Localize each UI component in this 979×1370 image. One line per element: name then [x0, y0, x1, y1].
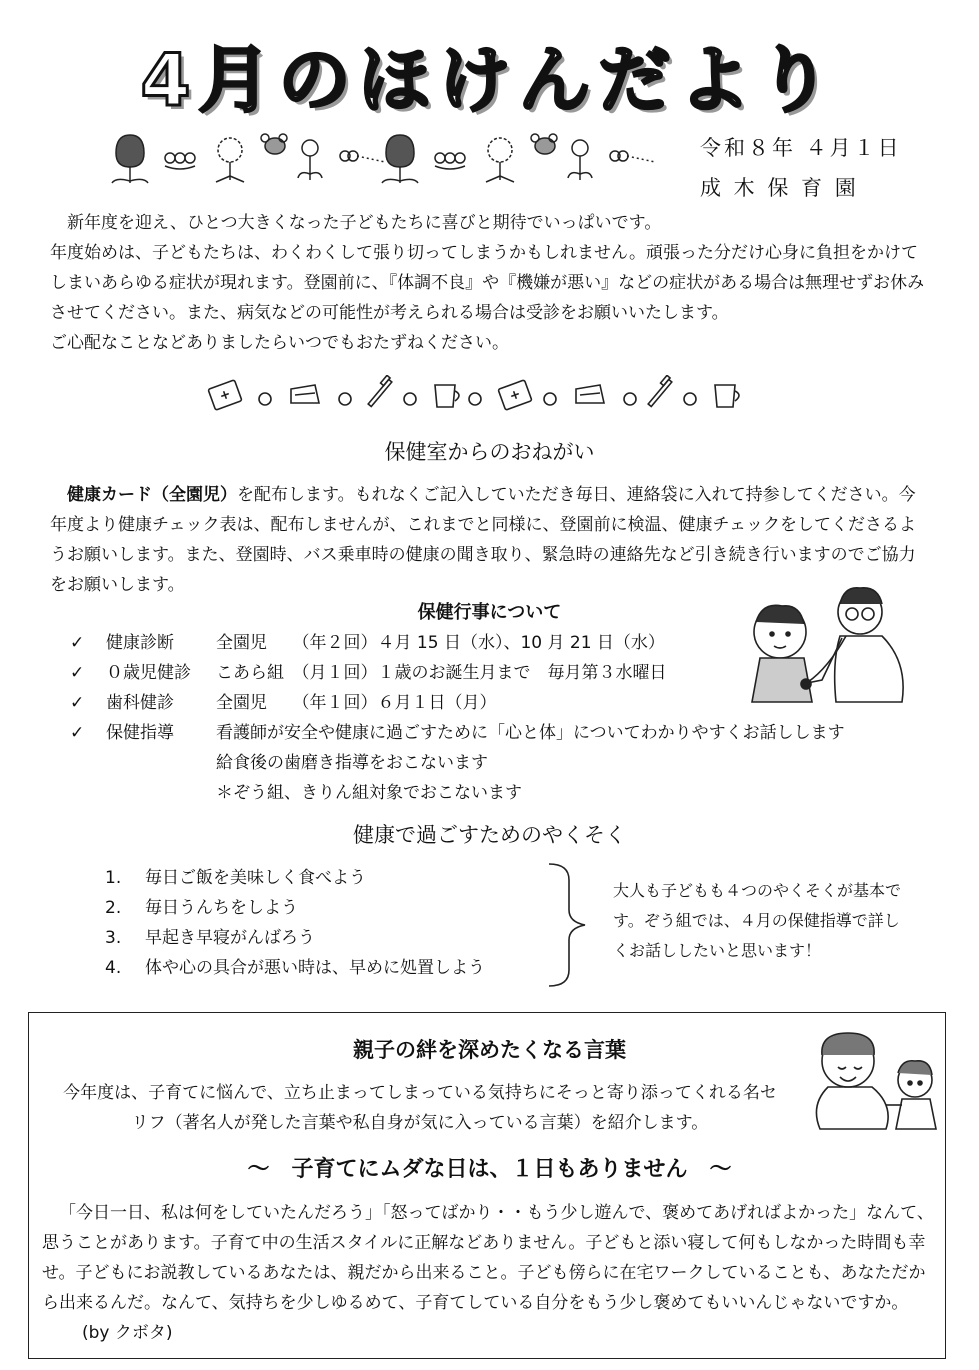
rule-item: 4. 体や心の具合が悪い時は、早めに処置しよう [105, 958, 485, 978]
event-name: 保健指導 [106, 723, 174, 743]
rules-note: 大人も子どもも４つのやくそくが基本です。ぞう組では、４月の保健指導で詳しくお話ししたいと思います！ [613, 881, 902, 960]
event-detail: 看護師が安全や健康に過ごすために「心と体」についてわかりやすくお話しします [216, 723, 845, 743]
quote-box-intro: 今年度は、子育てに悩んで、立ち止まってしまっている気持ちにそっと寄り添ってくれる名セリフ（著名人が発した言葉や私自身が気に入っている言葉）を紹介します。 [63, 1083, 777, 1133]
check-icon: ✓ [70, 723, 85, 743]
date-block [700, 128, 902, 208]
organization-name: 成 木 保 育 園 [700, 176, 859, 200]
check-icon: ✓ [70, 693, 85, 713]
event-item [70, 658, 845, 688]
event-item [70, 718, 845, 748]
event-detail: 全園児 （年２回）４月 15 日（水）、10 月 21 日（水） [216, 633, 665, 653]
page-title: 4月のほけんだより [140, 38, 839, 122]
quote-paragraph [42, 1198, 942, 1348]
intro-line-3: ご心配なことなどありましたらいつでもおたずねください。 [50, 333, 509, 353]
quote-box-title: 親子の絆を深めたくなる言葉 [353, 1038, 626, 1062]
motto-heading: ～ 子育てにムダな日は、１日もありません ～ [247, 1157, 732, 1182]
event-item [70, 628, 845, 658]
event-name: ０歳児健診 [106, 663, 191, 683]
quote-author: (by クボタ) [82, 1323, 173, 1343]
check-icon: ✓ [70, 663, 85, 683]
doctor-checkup-illustration [742, 572, 912, 707]
event-extra: 給食後の歯磨き指導をおこないます [216, 753, 488, 773]
request-heading: 保健室からのおねがい [384, 440, 595, 464]
hygiene-icons-border [205, 375, 765, 415]
rule-item: 2. 毎日うんちをしよう [105, 898, 298, 918]
flower-border-illustration [105, 128, 665, 188]
quote-text: 「今日一日、私は何をしていたんだろう」「怒ってばかり・・もう少し遊んで、褒めてあげればよかった」なんて、思うことがあります。子育て中の生活スタイルに正解などありません。子どもと添い寝して何もしなかった時間も幸せ。子どもにお説教しているあなたは、親だから出来ること。子ども傍らに在宅ワークしていることも、あなただから出来るんだ。なんて、気持ちを少しゆるめて、子育てしている自分をもう少し褒めてもいいんじゃないですか。 [42, 1203, 934, 1313]
event-detail: 全園児 （年１回）６月１日（月） [216, 693, 497, 713]
brace-icon [545, 860, 595, 990]
health-card-text: を配布します。もれなくご記入していただき毎日、連絡袋に入れて持参してください。今年度より健康チェック表は、配布しませんが、これまでと同様に、登園前に検温、健康チェックをしてくださるようお願いします。また、登園時、バス乗車時の健康の聞き取り、緊急時の連絡先など引き続き行いますのでご協力をお願いします。 [50, 485, 916, 595]
event-name: 健康診断 [106, 633, 174, 653]
event-name: 歯科健診 [106, 693, 174, 713]
events-list [70, 628, 845, 808]
event-item [70, 688, 845, 718]
rule-item: 3. 早起き早寝がんばろう [105, 928, 315, 948]
mother-child-illustration [790, 1025, 950, 1135]
check-icon: ✓ [70, 633, 85, 653]
rules-list [105, 863, 485, 983]
health-card-bold: 健康カード（全園児） [67, 485, 237, 505]
events-heading: 保健行事について [417, 602, 562, 623]
rule-item: 1. 毎日ご飯を美味しく食べよう [105, 868, 366, 888]
event-detail: こあら組 （月１回）１歳のお誕生月まで 毎月第３水曜日 [216, 663, 667, 683]
intro-paragraph [50, 208, 930, 358]
intro-line-2: 年度始めは、子どもたちは、わくわくして張り切ってしまうかもしれません。頑張った分だけ心身に負担をかけてしまいあらゆる症状が現れます。登園前に、『体調不良』や『機嫌が悪い』などの症状がある場合は無理せずお休みさせてください。また、病気などの可能性が考えられる場合は受診をお願いいたします。 [50, 243, 925, 323]
rules-heading: 健康で過ごすためのやくそく [353, 823, 626, 847]
issue-date: 令和８年 ４月１日 [700, 136, 902, 160]
event-extra: ＊ぞう組、きりん組対象でおこないます [216, 783, 522, 803]
intro-line-1: 新年度を迎え、ひとつ大きくなった子どもたちに喜びと期待でいっぱいです。 [67, 213, 662, 233]
